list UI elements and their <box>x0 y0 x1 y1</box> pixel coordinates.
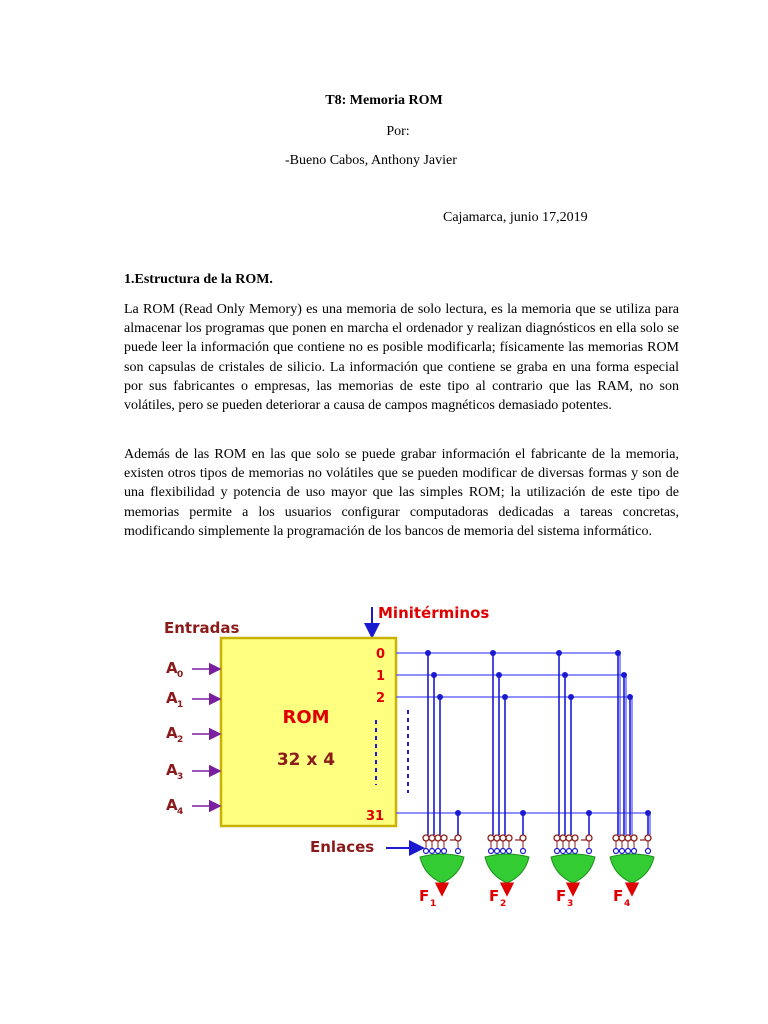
output-index: 4 <box>624 899 631 909</box>
paragraph-2: Además de las ROM en las que solo se puede grabar información el fabricante de la memoria, existen otros tipos de memorias no volátiles que se pueden modificar de diversas formas y son de una flexibilidad y potencia de uso mayor que las simples ROM; la utilización de este tipo de memorias permite a los usuarios configurar computadoras dedicadas a tareas concretas, modificando simplemente la programación de los bancos de memoria del sistema informático. <box>124 447 679 539</box>
junction-dot <box>586 810 592 816</box>
input-letter: A <box>166 659 178 677</box>
link-node <box>495 849 500 854</box>
fuse-link <box>494 835 500 841</box>
output-f2 <box>489 887 506 909</box>
output-columns <box>420 650 654 895</box>
link-node <box>614 849 619 854</box>
section-heading: 1.Estructura de la ROM. <box>124 272 273 287</box>
link-node <box>430 849 435 854</box>
output-f1 <box>419 887 436 909</box>
input-a3 <box>166 761 220 782</box>
link-node <box>632 849 637 854</box>
junction-dot <box>431 672 437 678</box>
fuse-link <box>500 835 506 841</box>
link-node <box>620 849 625 854</box>
by-label: Por: <box>386 124 410 139</box>
input-letter: A <box>166 724 178 742</box>
paragraph-1: La ROM (Read Only Memory) es una memoria de solo lectura, es la memoria que se utiliza para almacenar los programas que ponen en marcha el ordenador y realizan diagnósticos en ella solo se puede leer la información que contiene no es posible modificarla; físicamente las memorias ROM son capsulas de cristales de silicio. La información que contiene se graba en una forma especial por sus fabricantes o empresas, las memorias de este tipo al contrario que las RAM, no son volátiles, pero se pueden deteriorar a causa de campos magnéticos demasiado potentes. <box>124 302 679 414</box>
link-node <box>555 849 560 854</box>
junction-dot <box>621 672 627 678</box>
fuse-link <box>455 835 461 841</box>
link-node <box>646 849 651 854</box>
link-node <box>442 849 447 854</box>
output-index: 2 <box>500 899 507 909</box>
author-name: -Bueno Cabos, Anthony Javier <box>285 153 457 168</box>
fuse-link <box>435 835 441 841</box>
links-label: Enlaces <box>310 838 375 856</box>
link-node <box>626 849 631 854</box>
input-index: 2 <box>177 735 184 745</box>
minterm-2: 2 <box>376 691 386 706</box>
link-node <box>587 849 592 854</box>
link-node <box>561 849 566 854</box>
output-index: 3 <box>567 899 574 909</box>
or-gate-icon <box>485 854 529 883</box>
input-a1 <box>166 689 220 710</box>
or-gate-icon <box>610 854 654 883</box>
link-node <box>507 849 512 854</box>
junction-dot <box>520 810 526 816</box>
link-node <box>424 849 429 854</box>
junction-dot <box>502 694 508 700</box>
output-letter: F <box>613 887 624 905</box>
fuse-link <box>645 835 651 841</box>
fuse-link <box>586 835 592 841</box>
fuse-link <box>619 835 625 841</box>
fuse-link <box>441 835 447 841</box>
fuse-link <box>429 835 435 841</box>
rom-diagram <box>150 595 670 925</box>
junction-dot <box>562 672 568 678</box>
fuse-link <box>625 835 631 841</box>
fuse-link <box>613 835 619 841</box>
junction-dot <box>437 694 443 700</box>
link-node <box>573 849 578 854</box>
rom-label: ROM <box>282 707 330 728</box>
input-index: 0 <box>177 670 184 680</box>
input-a2 <box>166 724 220 745</box>
minterm-0: 0 <box>376 647 386 662</box>
minterm-31: 31 <box>366 809 385 824</box>
input-letter: A <box>166 689 178 707</box>
junction-dot <box>425 650 431 656</box>
junction-dot <box>556 650 562 656</box>
or-gate-icon <box>420 854 464 883</box>
output-index: 1 <box>430 899 437 909</box>
output-letter: F <box>419 887 430 905</box>
fuse-link <box>560 835 566 841</box>
link-node <box>521 849 526 854</box>
junction-dot <box>627 694 633 700</box>
input-index: 1 <box>177 700 184 710</box>
fuse-link <box>423 835 429 841</box>
fuse-link <box>488 835 494 841</box>
fuse-link <box>554 835 560 841</box>
fuse-link <box>506 835 512 841</box>
input-index: 4 <box>177 807 184 817</box>
link-node <box>436 849 441 854</box>
fuse-link <box>520 835 526 841</box>
input-index: 3 <box>177 772 184 782</box>
junction-dot <box>496 672 502 678</box>
link-node <box>489 849 494 854</box>
rom-size: 32 x 4 <box>276 750 336 770</box>
output-f3 <box>556 887 573 909</box>
junction-dot <box>568 694 574 700</box>
link-node <box>501 849 506 854</box>
document-title: T8: Memoria ROM <box>325 93 443 108</box>
output-letter: F <box>489 887 500 905</box>
input-a0 <box>166 659 220 680</box>
junction-dot <box>615 650 621 656</box>
output-letter: F <box>556 887 567 905</box>
fuse-link <box>631 835 637 841</box>
inputs-label: Entradas <box>164 619 240 637</box>
minterm-1: 1 <box>376 669 386 684</box>
or-gate-icon <box>551 854 595 883</box>
place-date: Cajamarca, junio 17,2019 <box>443 210 588 225</box>
input-a4 <box>166 796 220 817</box>
fuse-link <box>572 835 578 841</box>
junction-dot <box>645 810 651 816</box>
link-node <box>456 849 461 854</box>
fuse-link <box>566 835 572 841</box>
input-letter: A <box>166 761 178 779</box>
junction-dot <box>455 810 461 816</box>
link-node <box>567 849 572 854</box>
minterms-label: Minitérminos <box>378 604 490 622</box>
output-f4 <box>613 887 630 909</box>
junction-dot <box>490 650 496 656</box>
rom-block <box>221 638 396 826</box>
input-letter: A <box>166 796 178 814</box>
